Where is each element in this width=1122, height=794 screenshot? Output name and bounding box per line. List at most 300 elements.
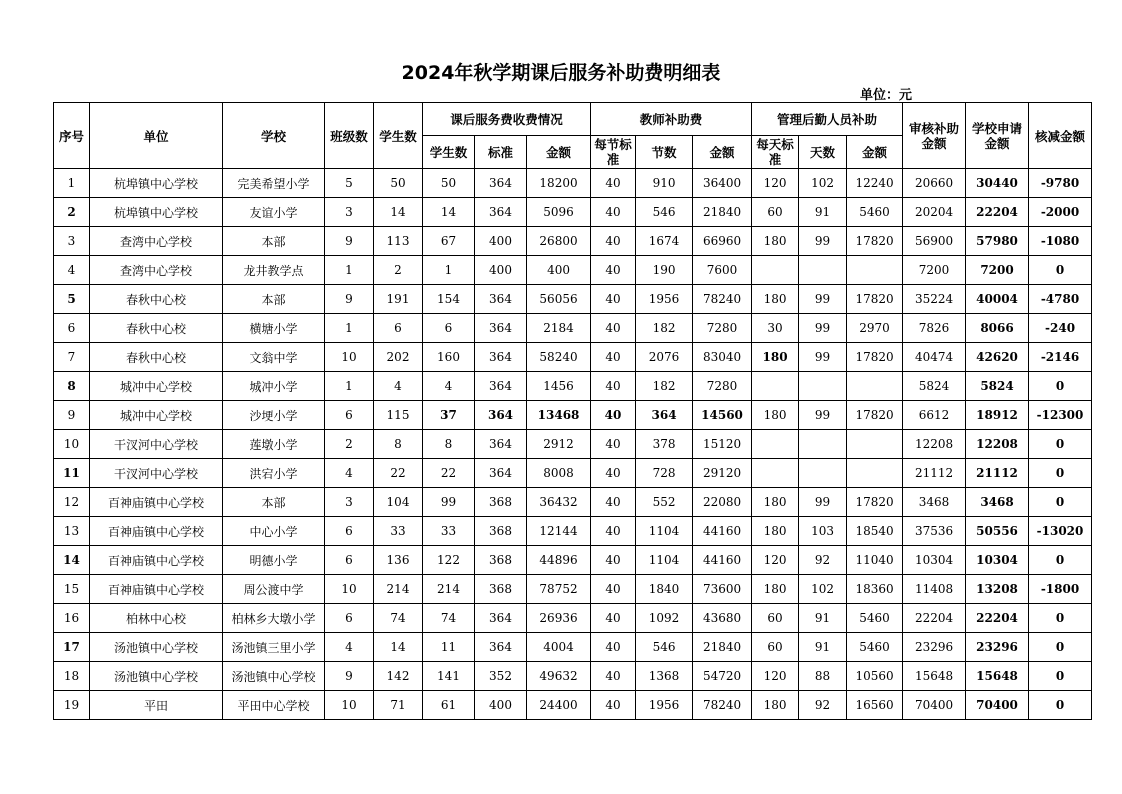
cell-staff-amount: 12240 bbox=[847, 169, 903, 198]
cell-staff-rate bbox=[752, 372, 799, 401]
cell-teacher-sessions: 1104 bbox=[636, 546, 693, 575]
header-staff-group: 管理后勤人员补助 bbox=[752, 103, 903, 136]
cell-fee-amount: 1456 bbox=[527, 372, 591, 401]
cell-reduction: 0 bbox=[1029, 546, 1092, 575]
cell-reduction: 0 bbox=[1029, 604, 1092, 633]
cell-teacher-sessions: 1104 bbox=[636, 517, 693, 546]
cell-fee-students: 22 bbox=[423, 459, 475, 488]
cell-fee-standard: 364 bbox=[475, 169, 527, 198]
cell-staff-amount: 16560 bbox=[847, 691, 903, 720]
cell-fee-standard: 364 bbox=[475, 633, 527, 662]
table-row bbox=[54, 575, 1092, 604]
cell-requested: 30440 bbox=[966, 169, 1029, 198]
cell-requested: 18912 bbox=[966, 401, 1029, 430]
cell-reduction: -240 bbox=[1029, 314, 1092, 343]
cell-fee-students: 154 bbox=[423, 285, 475, 314]
cell-fee-students: 214 bbox=[423, 575, 475, 604]
cell-staff-amount: 18360 bbox=[847, 575, 903, 604]
cell-fee-standard: 368 bbox=[475, 517, 527, 546]
table-row bbox=[54, 198, 1092, 227]
cell-students: 14 bbox=[374, 198, 423, 227]
cell-seq: 8 bbox=[54, 372, 90, 401]
cell-fee-students: 37 bbox=[423, 401, 475, 430]
cell-school: 汤池镇三里小学 bbox=[223, 633, 325, 662]
cell-teacher-amount: 21840 bbox=[693, 198, 752, 227]
cell-fee-standard: 364 bbox=[475, 198, 527, 227]
cell-staff-rate bbox=[752, 459, 799, 488]
cell-fee-students: 4 bbox=[423, 372, 475, 401]
cell-unit: 查湾中心学校 bbox=[90, 227, 223, 256]
header-unit: 单位 bbox=[90, 103, 223, 169]
unit-label: 单位：元 bbox=[860, 88, 913, 103]
cell-staff-days: 88 bbox=[799, 662, 847, 691]
cell-teacher-sessions: 552 bbox=[636, 488, 693, 517]
cell-staff-days: 103 bbox=[799, 517, 847, 546]
cell-school: 横塘小学 bbox=[223, 314, 325, 343]
cell-fee-standard: 352 bbox=[475, 662, 527, 691]
cell-unit: 百神庙镇中心学校 bbox=[90, 546, 223, 575]
cell-requested: 57980 bbox=[966, 227, 1029, 256]
cell-staff-rate: 180 bbox=[752, 517, 799, 546]
cell-seq: 9 bbox=[54, 401, 90, 430]
cell-staff-amount bbox=[847, 256, 903, 285]
cell-staff-days bbox=[799, 256, 847, 285]
cell-students: 50 bbox=[374, 169, 423, 198]
cell-staff-amount: 17820 bbox=[847, 401, 903, 430]
cell-school: 柏林乡大墩小学 bbox=[223, 604, 325, 633]
cell-unit: 干汊河中心学校 bbox=[90, 430, 223, 459]
cell-students: 104 bbox=[374, 488, 423, 517]
cell-approved: 7200 bbox=[903, 256, 966, 285]
cell-unit: 春秋中心校 bbox=[90, 314, 223, 343]
table-row bbox=[54, 285, 1092, 314]
cell-fee-amount: 56056 bbox=[527, 285, 591, 314]
cell-school: 明德小学 bbox=[223, 546, 325, 575]
cell-unit: 杭埠镇中心学校 bbox=[90, 198, 223, 227]
cell-staff-rate: 180 bbox=[752, 575, 799, 604]
cell-approved: 37536 bbox=[903, 517, 966, 546]
cell-fee-standard: 364 bbox=[475, 604, 527, 633]
cell-unit: 春秋中心校 bbox=[90, 343, 223, 372]
cell-unit: 百神庙镇中心学校 bbox=[90, 517, 223, 546]
cell-fee-standard: 400 bbox=[475, 227, 527, 256]
cell-staff-days bbox=[799, 459, 847, 488]
cell-staff-amount: 17820 bbox=[847, 227, 903, 256]
cell-fee-standard: 364 bbox=[475, 343, 527, 372]
cell-unit: 查湾中心学校 bbox=[90, 256, 223, 285]
table-row bbox=[54, 546, 1092, 575]
table-row bbox=[54, 430, 1092, 459]
cell-staff-rate: 180 bbox=[752, 227, 799, 256]
cell-teacher-sessions: 546 bbox=[636, 633, 693, 662]
cell-classes: 6 bbox=[325, 546, 374, 575]
cell-teacher-amount: 22080 bbox=[693, 488, 752, 517]
cell-unit: 平田 bbox=[90, 691, 223, 720]
cell-approved: 12208 bbox=[903, 430, 966, 459]
table-row bbox=[54, 459, 1092, 488]
cell-teacher-sessions: 190 bbox=[636, 256, 693, 285]
cell-staff-rate: 60 bbox=[752, 604, 799, 633]
cell-approved: 70400 bbox=[903, 691, 966, 720]
cell-approved: 20204 bbox=[903, 198, 966, 227]
cell-teacher-rate: 40 bbox=[591, 517, 636, 546]
cell-teacher-rate: 40 bbox=[591, 546, 636, 575]
cell-reduction: 0 bbox=[1029, 488, 1092, 517]
cell-classes: 10 bbox=[325, 575, 374, 604]
cell-requested: 13208 bbox=[966, 575, 1029, 604]
cell-students: 14 bbox=[374, 633, 423, 662]
cell-fee-amount: 2184 bbox=[527, 314, 591, 343]
header-teacher-group: 教师补助费 bbox=[591, 103, 752, 136]
cell-staff-amount: 17820 bbox=[847, 285, 903, 314]
header-staff-days: 天数 bbox=[799, 136, 847, 169]
cell-fee-students: 14 bbox=[423, 198, 475, 227]
cell-students: 22 bbox=[374, 459, 423, 488]
cell-unit: 杭埠镇中心学校 bbox=[90, 169, 223, 198]
cell-teacher-rate: 40 bbox=[591, 285, 636, 314]
table-row bbox=[54, 343, 1092, 372]
cell-reduction: -13020 bbox=[1029, 517, 1092, 546]
cell-teacher-rate: 40 bbox=[591, 604, 636, 633]
cell-approved: 11408 bbox=[903, 575, 966, 604]
cell-staff-rate: 120 bbox=[752, 546, 799, 575]
cell-approved: 3468 bbox=[903, 488, 966, 517]
cell-fee-standard: 364 bbox=[475, 401, 527, 430]
header-teacher-rate: 每节标准 bbox=[591, 136, 636, 169]
cell-students: 214 bbox=[374, 575, 423, 604]
cell-staff-days: 99 bbox=[799, 343, 847, 372]
table-row bbox=[54, 401, 1092, 430]
cell-seq: 14 bbox=[54, 546, 90, 575]
cell-requested: 21112 bbox=[966, 459, 1029, 488]
cell-requested: 70400 bbox=[966, 691, 1029, 720]
cell-fee-standard: 400 bbox=[475, 691, 527, 720]
cell-unit: 春秋中心校 bbox=[90, 285, 223, 314]
cell-classes: 1 bbox=[325, 256, 374, 285]
table-row bbox=[54, 227, 1092, 256]
cell-school: 完美希望小学 bbox=[223, 169, 325, 198]
header-seq: 序号 bbox=[54, 103, 90, 169]
table-row bbox=[54, 314, 1092, 343]
cell-requested: 22204 bbox=[966, 198, 1029, 227]
cell-teacher-rate: 40 bbox=[591, 198, 636, 227]
cell-reduction: 0 bbox=[1029, 459, 1092, 488]
cell-classes: 3 bbox=[325, 488, 374, 517]
cell-teacher-amount: 7600 bbox=[693, 256, 752, 285]
cell-seq: 11 bbox=[54, 459, 90, 488]
cell-staff-days: 91 bbox=[799, 633, 847, 662]
cell-fee-standard: 364 bbox=[475, 430, 527, 459]
cell-school: 本部 bbox=[223, 227, 325, 256]
cell-staff-rate: 180 bbox=[752, 285, 799, 314]
header-school: 学校 bbox=[223, 103, 325, 169]
cell-reduction: -2000 bbox=[1029, 198, 1092, 227]
cell-teacher-rate: 40 bbox=[591, 633, 636, 662]
cell-unit: 汤池镇中心学校 bbox=[90, 633, 223, 662]
cell-teacher-sessions: 1092 bbox=[636, 604, 693, 633]
cell-staff-amount: 11040 bbox=[847, 546, 903, 575]
cell-teacher-rate: 40 bbox=[591, 401, 636, 430]
cell-staff-amount bbox=[847, 430, 903, 459]
cell-staff-days: 102 bbox=[799, 169, 847, 198]
cell-staff-days: 99 bbox=[799, 285, 847, 314]
header-reduction: 核减金额 bbox=[1029, 103, 1092, 169]
cell-requested: 12208 bbox=[966, 430, 1029, 459]
cell-fee-standard: 368 bbox=[475, 488, 527, 517]
cell-teacher-rate: 40 bbox=[591, 314, 636, 343]
cell-requested: 5824 bbox=[966, 372, 1029, 401]
cell-classes: 3 bbox=[325, 198, 374, 227]
header-approved: 审核补助金额 bbox=[903, 103, 966, 169]
cell-staff-rate: 60 bbox=[752, 198, 799, 227]
cell-requested: 7200 bbox=[966, 256, 1029, 285]
cell-staff-amount: 10560 bbox=[847, 662, 903, 691]
cell-fee-standard: 368 bbox=[475, 546, 527, 575]
cell-fee-students: 61 bbox=[423, 691, 475, 720]
header-requested: 学校申请金额 bbox=[966, 103, 1029, 169]
cell-fee-students: 50 bbox=[423, 169, 475, 198]
cell-reduction: 0 bbox=[1029, 633, 1092, 662]
cell-staff-amount: 5460 bbox=[847, 198, 903, 227]
cell-unit: 干汊河中心学校 bbox=[90, 459, 223, 488]
cell-staff-amount: 5460 bbox=[847, 633, 903, 662]
cell-classes: 6 bbox=[325, 401, 374, 430]
cell-school: 周公渡中学 bbox=[223, 575, 325, 604]
cell-classes: 4 bbox=[325, 633, 374, 662]
cell-unit: 城冲中心学校 bbox=[90, 401, 223, 430]
cell-fee-amount: 4004 bbox=[527, 633, 591, 662]
cell-fee-amount: 12144 bbox=[527, 517, 591, 546]
cell-teacher-rate: 40 bbox=[591, 227, 636, 256]
cell-classes: 9 bbox=[325, 227, 374, 256]
cell-staff-days: 99 bbox=[799, 401, 847, 430]
cell-school: 洪宕小学 bbox=[223, 459, 325, 488]
cell-school: 文翁中学 bbox=[223, 343, 325, 372]
cell-fee-amount: 26936 bbox=[527, 604, 591, 633]
cell-fee-amount: 44896 bbox=[527, 546, 591, 575]
header-fee-group: 课后服务费收费情况 bbox=[423, 103, 591, 136]
cell-classes: 10 bbox=[325, 691, 374, 720]
page-title: 2024年秋学期课后服务补助费明细表 bbox=[401, 62, 721, 84]
cell-unit: 柏林中心校 bbox=[90, 604, 223, 633]
cell-students: 202 bbox=[374, 343, 423, 372]
cell-fee-students: 11 bbox=[423, 633, 475, 662]
cell-fee-students: 33 bbox=[423, 517, 475, 546]
cell-staff-amount: 17820 bbox=[847, 343, 903, 372]
cell-staff-days bbox=[799, 372, 847, 401]
cell-staff-rate: 180 bbox=[752, 401, 799, 430]
cell-teacher-sessions: 1956 bbox=[636, 285, 693, 314]
cell-teacher-rate: 40 bbox=[591, 430, 636, 459]
cell-reduction: 0 bbox=[1029, 691, 1092, 720]
cell-requested: 15648 bbox=[966, 662, 1029, 691]
cell-teacher-rate: 40 bbox=[591, 691, 636, 720]
cell-classes: 1 bbox=[325, 314, 374, 343]
cell-fee-amount: 26800 bbox=[527, 227, 591, 256]
cell-fee-amount: 24400 bbox=[527, 691, 591, 720]
cell-reduction: -1080 bbox=[1029, 227, 1092, 256]
cell-teacher-sessions: 378 bbox=[636, 430, 693, 459]
cell-teacher-rate: 40 bbox=[591, 169, 636, 198]
cell-staff-rate bbox=[752, 256, 799, 285]
cell-staff-rate: 180 bbox=[752, 691, 799, 720]
cell-teacher-rate: 40 bbox=[591, 459, 636, 488]
cell-fee-students: 8 bbox=[423, 430, 475, 459]
cell-reduction: -9780 bbox=[1029, 169, 1092, 198]
cell-requested: 3468 bbox=[966, 488, 1029, 517]
cell-students: 6 bbox=[374, 314, 423, 343]
cell-teacher-rate: 40 bbox=[591, 256, 636, 285]
cell-requested: 40004 bbox=[966, 285, 1029, 314]
cell-teacher-rate: 40 bbox=[591, 488, 636, 517]
cell-staff-rate: 120 bbox=[752, 169, 799, 198]
table-row bbox=[54, 662, 1092, 691]
cell-reduction: -1800 bbox=[1029, 575, 1092, 604]
cell-teacher-rate: 40 bbox=[591, 575, 636, 604]
cell-teacher-amount: 36400 bbox=[693, 169, 752, 198]
cell-teacher-amount: 14560 bbox=[693, 401, 752, 430]
table-row bbox=[54, 488, 1092, 517]
cell-school: 龙井教学点 bbox=[223, 256, 325, 285]
cell-school: 莲墩小学 bbox=[223, 430, 325, 459]
cell-reduction: 0 bbox=[1029, 256, 1092, 285]
cell-teacher-amount: 83040 bbox=[693, 343, 752, 372]
table-row bbox=[54, 372, 1092, 401]
cell-seq: 2 bbox=[54, 198, 90, 227]
cell-reduction: -2146 bbox=[1029, 343, 1092, 372]
cell-approved: 40474 bbox=[903, 343, 966, 372]
cell-fee-amount: 8008 bbox=[527, 459, 591, 488]
cell-fee-students: 160 bbox=[423, 343, 475, 372]
header-staff-amount: 金额 bbox=[847, 136, 903, 169]
cell-teacher-amount: 54720 bbox=[693, 662, 752, 691]
header-classes: 班级数 bbox=[325, 103, 374, 169]
cell-approved: 35224 bbox=[903, 285, 966, 314]
cell-reduction: 0 bbox=[1029, 662, 1092, 691]
cell-reduction: 0 bbox=[1029, 430, 1092, 459]
cell-teacher-amount: 7280 bbox=[693, 314, 752, 343]
cell-students: 33 bbox=[374, 517, 423, 546]
cell-staff-days: 92 bbox=[799, 691, 847, 720]
table-row bbox=[54, 517, 1092, 546]
cell-staff-days: 91 bbox=[799, 198, 847, 227]
cell-staff-rate: 60 bbox=[752, 633, 799, 662]
cell-staff-rate bbox=[752, 430, 799, 459]
header-teacher-amount: 金额 bbox=[693, 136, 752, 169]
cell-seq: 6 bbox=[54, 314, 90, 343]
cell-seq: 1 bbox=[54, 169, 90, 198]
cell-fee-students: 99 bbox=[423, 488, 475, 517]
cell-approved: 5824 bbox=[903, 372, 966, 401]
cell-approved: 20660 bbox=[903, 169, 966, 198]
cell-staff-rate: 30 bbox=[752, 314, 799, 343]
cell-teacher-amount: 21840 bbox=[693, 633, 752, 662]
cell-staff-amount: 5460 bbox=[847, 604, 903, 633]
cell-teacher-amount: 66960 bbox=[693, 227, 752, 256]
cell-teacher-amount: 43680 bbox=[693, 604, 752, 633]
cell-seq: 17 bbox=[54, 633, 90, 662]
cell-requested: 50556 bbox=[966, 517, 1029, 546]
cell-unit: 百神庙镇中心学校 bbox=[90, 488, 223, 517]
cell-teacher-sessions: 1956 bbox=[636, 691, 693, 720]
cell-students: 2 bbox=[374, 256, 423, 285]
cell-staff-days: 102 bbox=[799, 575, 847, 604]
cell-fee-students: 74 bbox=[423, 604, 475, 633]
cell-students: 115 bbox=[374, 401, 423, 430]
cell-fee-students: 67 bbox=[423, 227, 475, 256]
cell-students: 191 bbox=[374, 285, 423, 314]
cell-seq: 19 bbox=[54, 691, 90, 720]
cell-school: 中心小学 bbox=[223, 517, 325, 546]
cell-teacher-sessions: 1368 bbox=[636, 662, 693, 691]
cell-unit: 汤池镇中心学校 bbox=[90, 662, 223, 691]
cell-fee-students: 122 bbox=[423, 546, 475, 575]
cell-staff-days: 99 bbox=[799, 314, 847, 343]
cell-classes: 1 bbox=[325, 372, 374, 401]
cell-staff-amount: 17820 bbox=[847, 488, 903, 517]
cell-fee-standard: 364 bbox=[475, 285, 527, 314]
header-fee-amount: 金额 bbox=[527, 136, 591, 169]
cell-teacher-sessions: 182 bbox=[636, 372, 693, 401]
cell-seq: 18 bbox=[54, 662, 90, 691]
cell-reduction: -12300 bbox=[1029, 401, 1092, 430]
cell-seq: 10 bbox=[54, 430, 90, 459]
cell-seq: 3 bbox=[54, 227, 90, 256]
cell-teacher-sessions: 364 bbox=[636, 401, 693, 430]
cell-teacher-sessions: 182 bbox=[636, 314, 693, 343]
cell-staff-days: 91 bbox=[799, 604, 847, 633]
table-row bbox=[54, 633, 1092, 662]
cell-teacher-rate: 40 bbox=[591, 343, 636, 372]
cell-staff-rate: 180 bbox=[752, 488, 799, 517]
cell-seq: 15 bbox=[54, 575, 90, 604]
cell-staff-days: 99 bbox=[799, 227, 847, 256]
cell-students: 4 bbox=[374, 372, 423, 401]
cell-classes: 9 bbox=[325, 662, 374, 691]
cell-seq: 12 bbox=[54, 488, 90, 517]
cell-staff-rate: 120 bbox=[752, 662, 799, 691]
cell-classes: 9 bbox=[325, 285, 374, 314]
cell-requested: 23296 bbox=[966, 633, 1029, 662]
cell-staff-rate: 180 bbox=[752, 343, 799, 372]
cell-fee-amount: 49632 bbox=[527, 662, 591, 691]
cell-approved: 6612 bbox=[903, 401, 966, 430]
cell-teacher-sessions: 546 bbox=[636, 198, 693, 227]
header-teacher-sessions: 节数 bbox=[636, 136, 693, 169]
cell-fee-standard: 364 bbox=[475, 459, 527, 488]
cell-requested: 10304 bbox=[966, 546, 1029, 575]
cell-school: 本部 bbox=[223, 285, 325, 314]
cell-approved: 23296 bbox=[903, 633, 966, 662]
cell-teacher-sessions: 2076 bbox=[636, 343, 693, 372]
cell-approved: 7826 bbox=[903, 314, 966, 343]
cell-fee-amount: 400 bbox=[527, 256, 591, 285]
cell-fee-amount: 13468 bbox=[527, 401, 591, 430]
cell-students: 74 bbox=[374, 604, 423, 633]
cell-teacher-amount: 78240 bbox=[693, 285, 752, 314]
table-row bbox=[54, 256, 1092, 285]
cell-requested: 42620 bbox=[966, 343, 1029, 372]
cell-teacher-amount: 29120 bbox=[693, 459, 752, 488]
cell-seq: 4 bbox=[54, 256, 90, 285]
header-fee-standard: 标准 bbox=[475, 136, 527, 169]
header-staff-rate: 每天标准 bbox=[752, 136, 799, 169]
cell-teacher-amount: 15120 bbox=[693, 430, 752, 459]
table-row bbox=[54, 169, 1092, 198]
cell-teacher-sessions: 1674 bbox=[636, 227, 693, 256]
cell-seq: 13 bbox=[54, 517, 90, 546]
cell-fee-students: 1 bbox=[423, 256, 475, 285]
